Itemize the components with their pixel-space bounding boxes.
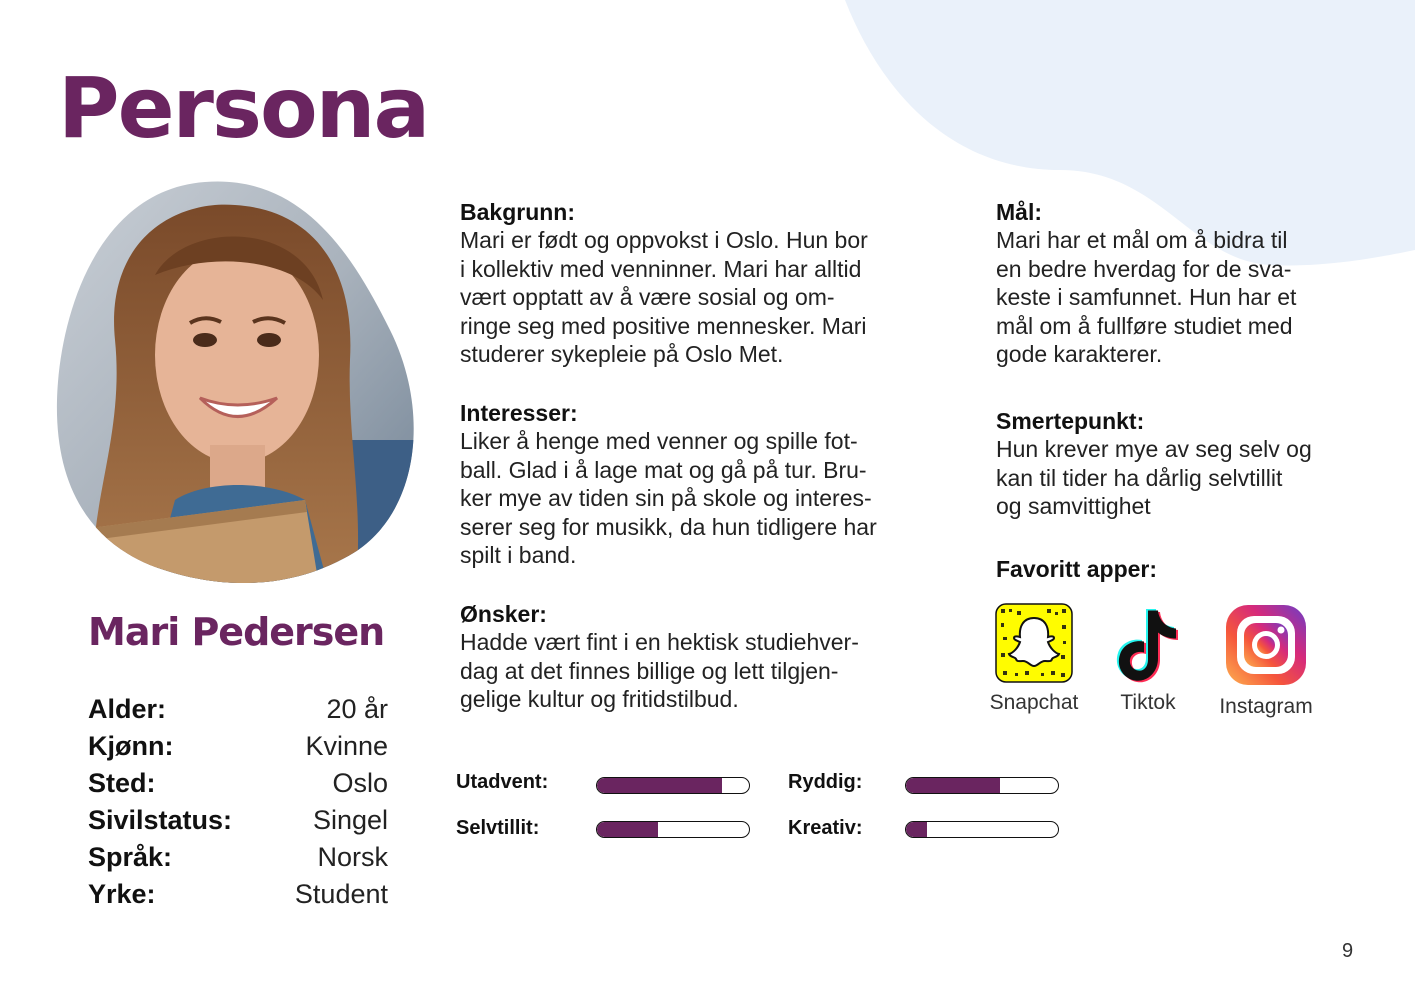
trait-label-kreativ: Kreativ: xyxy=(788,817,863,839)
persona-photo xyxy=(55,180,420,592)
fact-label: Yrke: xyxy=(88,879,156,909)
section-text: Mari er født og oppvokst i Oslo. Hun bor i kollektiv med venninner. Mari har alltid vært opptatt av å være sosial og om- ringe seg med positive mennesker. Mari studerer sykepleie på Oslo Met. xyxy=(460,227,868,367)
snapchat-icon xyxy=(995,603,1073,683)
app-instagram xyxy=(1206,603,1326,719)
fact-value: Kvinne xyxy=(305,731,388,761)
fact-label: Sivilstatus: xyxy=(88,805,233,835)
fact-value: 20 år xyxy=(326,694,388,724)
trait-bar-fill xyxy=(597,778,722,793)
fact-row-place xyxy=(88,765,388,802)
section-text: Liker å henge med venner og spille fot- ball. Glad i å lage mat og gå på tur. Bru- ker mye av tiden sin på skole og interes- serer seg for musikk, da hun tidligere har spilt i band. xyxy=(460,428,877,568)
goals-section xyxy=(996,198,1356,369)
app-snapchat xyxy=(974,603,1094,715)
fact-label: Kjønn: xyxy=(88,731,174,761)
app-label: Instagram xyxy=(1219,695,1313,718)
favorite-apps-heading: Favoritt apper: xyxy=(996,556,1158,582)
section-text: Hadde vært fint i en hektisk studiehver- dag at det finnes billige og lett tilgjen- gelige kultur og fritidstilbud. xyxy=(460,629,859,712)
section-heading: Ønsker: xyxy=(460,601,547,627)
trait-bar-selvtillit xyxy=(596,821,750,838)
fact-row-occupation xyxy=(88,876,388,913)
fact-label: Alder: xyxy=(88,694,167,724)
trait-bar-kreativ xyxy=(905,821,1059,838)
app-tiktok xyxy=(1088,603,1208,715)
page-number: 9 xyxy=(1342,940,1354,962)
background-section xyxy=(460,198,930,369)
fact-value: Singel xyxy=(312,805,388,835)
trait-bar-fill xyxy=(906,822,927,837)
trait-label-selvtillit: Selvtillit: xyxy=(456,817,540,839)
fact-row-gender xyxy=(88,728,388,765)
fact-label: Sted: xyxy=(88,768,156,798)
trait-bar-fill xyxy=(597,822,658,837)
section-heading: Bakgrunn: xyxy=(460,199,575,225)
instagram-icon xyxy=(1224,603,1308,687)
fact-value: Oslo xyxy=(332,768,388,798)
pain-point-section xyxy=(996,407,1356,521)
trait-bar-utadvent xyxy=(596,777,750,794)
fact-label: Språk: xyxy=(88,842,173,872)
app-label: Snapchat xyxy=(989,691,1079,714)
persona-facts xyxy=(88,691,388,913)
app-label: Tiktok xyxy=(1120,691,1176,714)
trait-label-utadvent: Utadvent: xyxy=(456,771,549,793)
fact-value: Student xyxy=(294,879,388,909)
trait-bar-ryddig xyxy=(905,777,1059,794)
trait-label-ryddig: Ryddig: xyxy=(788,771,863,793)
section-heading: Mål: xyxy=(996,199,1042,225)
trait-bar-fill xyxy=(906,778,1000,793)
section-heading: Smertepunkt: xyxy=(996,408,1145,434)
tiktok-icon xyxy=(1109,603,1187,683)
fact-row-language xyxy=(88,839,388,876)
fact-row-civil-status xyxy=(88,802,388,839)
interests-section xyxy=(460,399,930,570)
persona-name: Mari Pedersen xyxy=(88,610,385,654)
wishes-section xyxy=(460,600,930,714)
section-text: Hun krever mye av seg selv og kan til tider ha dårlig selvtillit og samvittighet xyxy=(996,436,1312,519)
fact-value: Norsk xyxy=(317,842,388,872)
section-heading: Interesser: xyxy=(460,400,578,426)
page-title: Persona xyxy=(58,59,429,157)
section-text: Mari har et mål om å bidra til en bedre hverdag for de sva- keste i samfunnet. Hun har et mål om å fullføre studiet med gode karakterer. xyxy=(996,227,1297,367)
fact-row-age xyxy=(88,691,388,728)
